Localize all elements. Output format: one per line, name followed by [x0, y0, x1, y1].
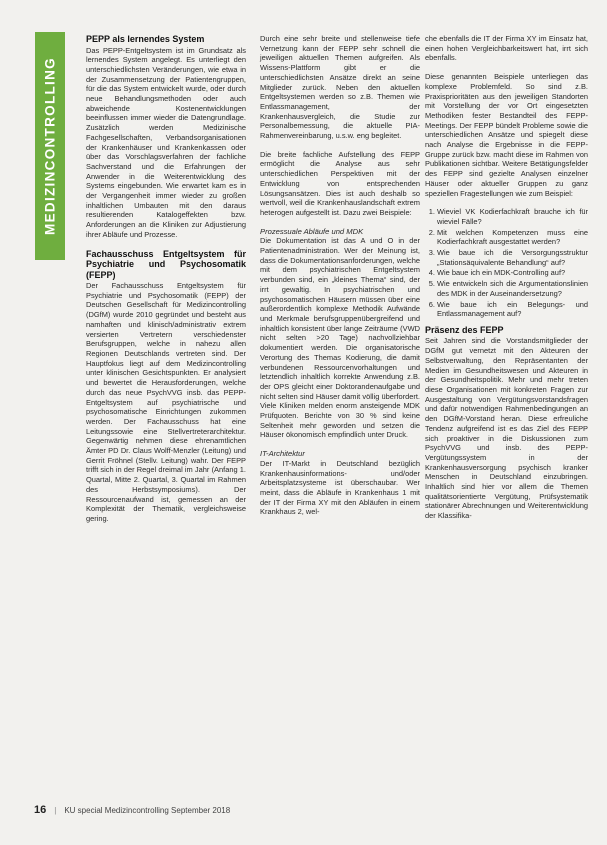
heading-praesenz: Präsenz des FEPP [425, 324, 504, 335]
subheading-prozessuale-ablaeufe: Prozessuale Abläufe und MDK [260, 226, 364, 236]
page-number: 16 [34, 804, 47, 816]
paragraph: Der Fachausschuss Entgeltsystem für Psychiatrie und Psychosomatik (FEPP) der Deutschen Gesellschaft für Medizincontrolling (DGfM) wurde 2010 gegründet und besteht aus namhaften und klinisch/administrativ extrem versierten Vertretern verschiedenster Berufsgruppen, welche in nahezu allen Regionen Deutschlands vertreten sind. Der Hauptfokus liegt auf dem Medizincontrolling unter klinischen Gesichtspunkten. Er analysiert und bewertet die Herausforderungen, welche durch das neue PsychVVG insb. das PEPP-Entgeltsystem auf psychiatrische und psychosomatische Einrichtungen zukommen werden. Der Fachausschuss hat eine Leitungssowie eine Stellvertreterarchitektur. Gegenwärtig nehmen diese ehrenamtlichen Ämter PD Dr. Claus Wolff-Menzler (Leitung) und Gerrit Fröhnel (Stellv. Leitung) wahr. Der FEPP trifft sich in der Regel dreimal im Jahr (Anfang 1. Quartal, Mitte 2. Quartal, 3. Quartal im Rahmen des Herbstsymposiums). Der Ressourcenaufwand ist, gemessen an der Komplexität der Thematik, vergleichsweise gering. [86, 281, 246, 523]
paragraph: che ebenfalls die IT der Firma XY im Einsatz hat, einen hohen Vergleichbarkeitswert hat, irrt sich ebenfalls. [425, 34, 588, 63]
column-2 [260, 34, 420, 526]
column-1 [86, 34, 246, 533]
list-item: 4. Wie baue ich ein MDK-Controlling auf? [437, 268, 588, 278]
paragraph: Durch eine sehr breite und stellenweise tiefe Vernetzung kann der FEPP sehr schnell die jeweiligen aktuellen Themen aufgreifen. Als Wissens-Plattform gibt er die unterschiedlichsten Ansätze direkt an seine Mitglieder zurück. Neben den aktuellen Entgeltsystemen werden so z.B. Themen wie Entlassmanagement, der Krankenhausvergleich, die Studie zur Personalbemessung, die aktuelle PIA-Rahmenvereinbarung, u.s.w. eng begleitet. [260, 34, 420, 141]
section-label-bar [35, 32, 65, 260]
section-label: MEDIZINCONTROLLING [42, 57, 58, 235]
list-item: 2. Mit welchen Kompetenzen muss eine Kodierfachkraft ausgestattet werden? [437, 228, 588, 247]
journal-name: KU special Medizincontrolling September 2018 [64, 806, 231, 815]
question-list [425, 207, 588, 319]
column-3 [425, 34, 588, 530]
list-item: 5. Wie entwickeln sich die Argumentationslinien des MDK in der Auseinandersetzung? [437, 279, 588, 298]
paragraph: Seit Jahren sind die Vorstandsmitglieder der DGfM gut vernetzt mit den Akteuren der Selbstverwaltung, den Repräsentanten der Medien im Gesundheitswesen und Akteuren in der Gesundheitspolitik. Mehr und mehr treten diese Organisationen mit konkreten Fragen zur Ausgestaltung von Vergütungsvorstandsfragen und dafür notwendigen Rahmenbedingungen an den DGfM-Vorstand heran. Diese erfreuliche Tendenz aufgreifend ist es das Ziel des FEPP sich proaktiver in die Diskussionen zum PsychVVG und insb. des PEPP-Vergütungssystem in der Krankenhausversorgung psychisch kranker Menschen in Deutschland einzubringen. Inhaltlich sind hier vor allem die Themen qualitätsorientierte Vergütung, Prüfsystematik stationärer Abrechnungen und Weiterentwicklung der Klassifika- [425, 336, 588, 521]
paragraph: Der IT-Markt in Deutschland bezüglich Krankenhausinformations- und/oder Arbeitsplatzsysteme ist überschaubar. Wer meint, dass die Abläufe in Krankenhaus 1 mit der IT der Firma XY mit den Abläufen in einem Krankhaus 2, wel- [260, 458, 420, 517]
list-item: 3. Wie baue ich die Versorgungsstruktur „Stationsäquivalente Behandlung“ auf? [437, 248, 588, 267]
list-item: 1. Wieviel VK Kodierfachkraft brauche ich für wieviel Fälle? [437, 207, 588, 226]
heading-pepp-lernendes-system: PEPP als lernendes System [86, 34, 205, 44]
list-item: 6. Wie baue ich ein Belegungs- und Entlassmanagement auf? [437, 300, 588, 319]
heading-fachausschuss: Fachausschuss Entgeltsystem für Psychiatrie und Psychosomatik (FEPP) [86, 248, 246, 280]
footer-separator: | [54, 806, 57, 815]
paragraph: Diese genannten Beispiele unterliegen das komplexe Problemfeld. So sind z.B. Praxisprioritäten aus den jeweiligen Standorten mit Vorstellung der vor Ort eingesetzten Methodiken fester Bestandteil des FEPP-Meetings. Der FEPP bündelt Probleme sowie die unterschiedlichen Ansätze und spiegelt diese nach Analyse die Ergebnisse in die FEPP-Gruppe zurück bzw. macht diese im Rahmen von Publikationen sichtbar. Weitere Betätigungsfelder des FEPP sind gezielte Analysen einzelner Häuser oder aktueller Gruppen zu ganz speziellen Fragestellungen wie zum Beispiel: [425, 72, 588, 198]
paragraph: Die breite fachliche Aufstellung des FEPP ermöglicht die Analyse aus sehr unterschiedlichen Perspektiven mit der Entwicklung von entsprechenden Lösungsansätzen. Dies ist auch deshalb so wertvoll, weil die Krankenhauslandschaft extrem heterogen aufgestellt ist. Dazu zwei Beispiele: [260, 149, 420, 217]
paragraph: Die Dokumentation ist das A und O in der Patientenadministration. Wer der Meinung ist, dass die Dokumentationsanforderungen, welche mit dem psychiatrischen Entgeltsystem verbunden sind, ein „kleines Thema“ sind, der irrt gewaltig. In psychiatrischen und psychosomatischen Häusern müssen über eine außerordentlich komplexe Methodik Aufwände und Merkmale berufsgruppenübergreifend und inhaltlich konsistent über lange Zeiträume (VWD nicht selten >20 Tage) nachvollziehbar dokumentiert werden. Die organisatorische Verortung des Themas Kodierung, die damit verbundenen Ressourcenvorhaltungen und letztendlich inhaltlich korrekte Anwendung z.B. der OPS gleicht einer Doktorandenaufgabe und nicht selten sind Häuser damit völlig überfordert. Viele Kliniken melden enorm ansteigende MDK Prüfquoten. Berichte von 30 % sind keine Seltenheit mehr geworden und setzen die Häuser ökonomisch empfindlich unter Druck. [260, 236, 420, 440]
paragraph: Das PEPP-Entgeltsystem ist im Grundsatz als lernendes System angelegt. Es unterliegt den unterschiedlichsten Veränderungen, wie etwa in der Zusammensetzung der Patientengruppen, für die das System entwickelt wurde, oder durch neue Behandlungsmethoden oder auch abweichende Kostenentwicklungen beeinflussen immer wieder die Datengrundlage. Zusätzlich werden Medizinische Fachgesellschaften, Verbandsorganisationen der Krankenhäuser und Krankenkassen oder über das Vorschlagsverfahren der fachliche Sachverstand und die Erfahrungen der Anwender in die Weiterentwicklung des Systems eingebunden. Wie erwartet kam es in der Vergangenheit immer wieder zu großen inhaltlichen Umbauten mit den daraus resultierenden Katalogeffekten bzw. Anforderungen an die Kliniken zur Adjustierung ihrer Abläufe und Prozesse. [86, 45, 246, 239]
subheading-it-architektur: IT-Architektur [260, 449, 305, 459]
page-footer [34, 804, 230, 816]
